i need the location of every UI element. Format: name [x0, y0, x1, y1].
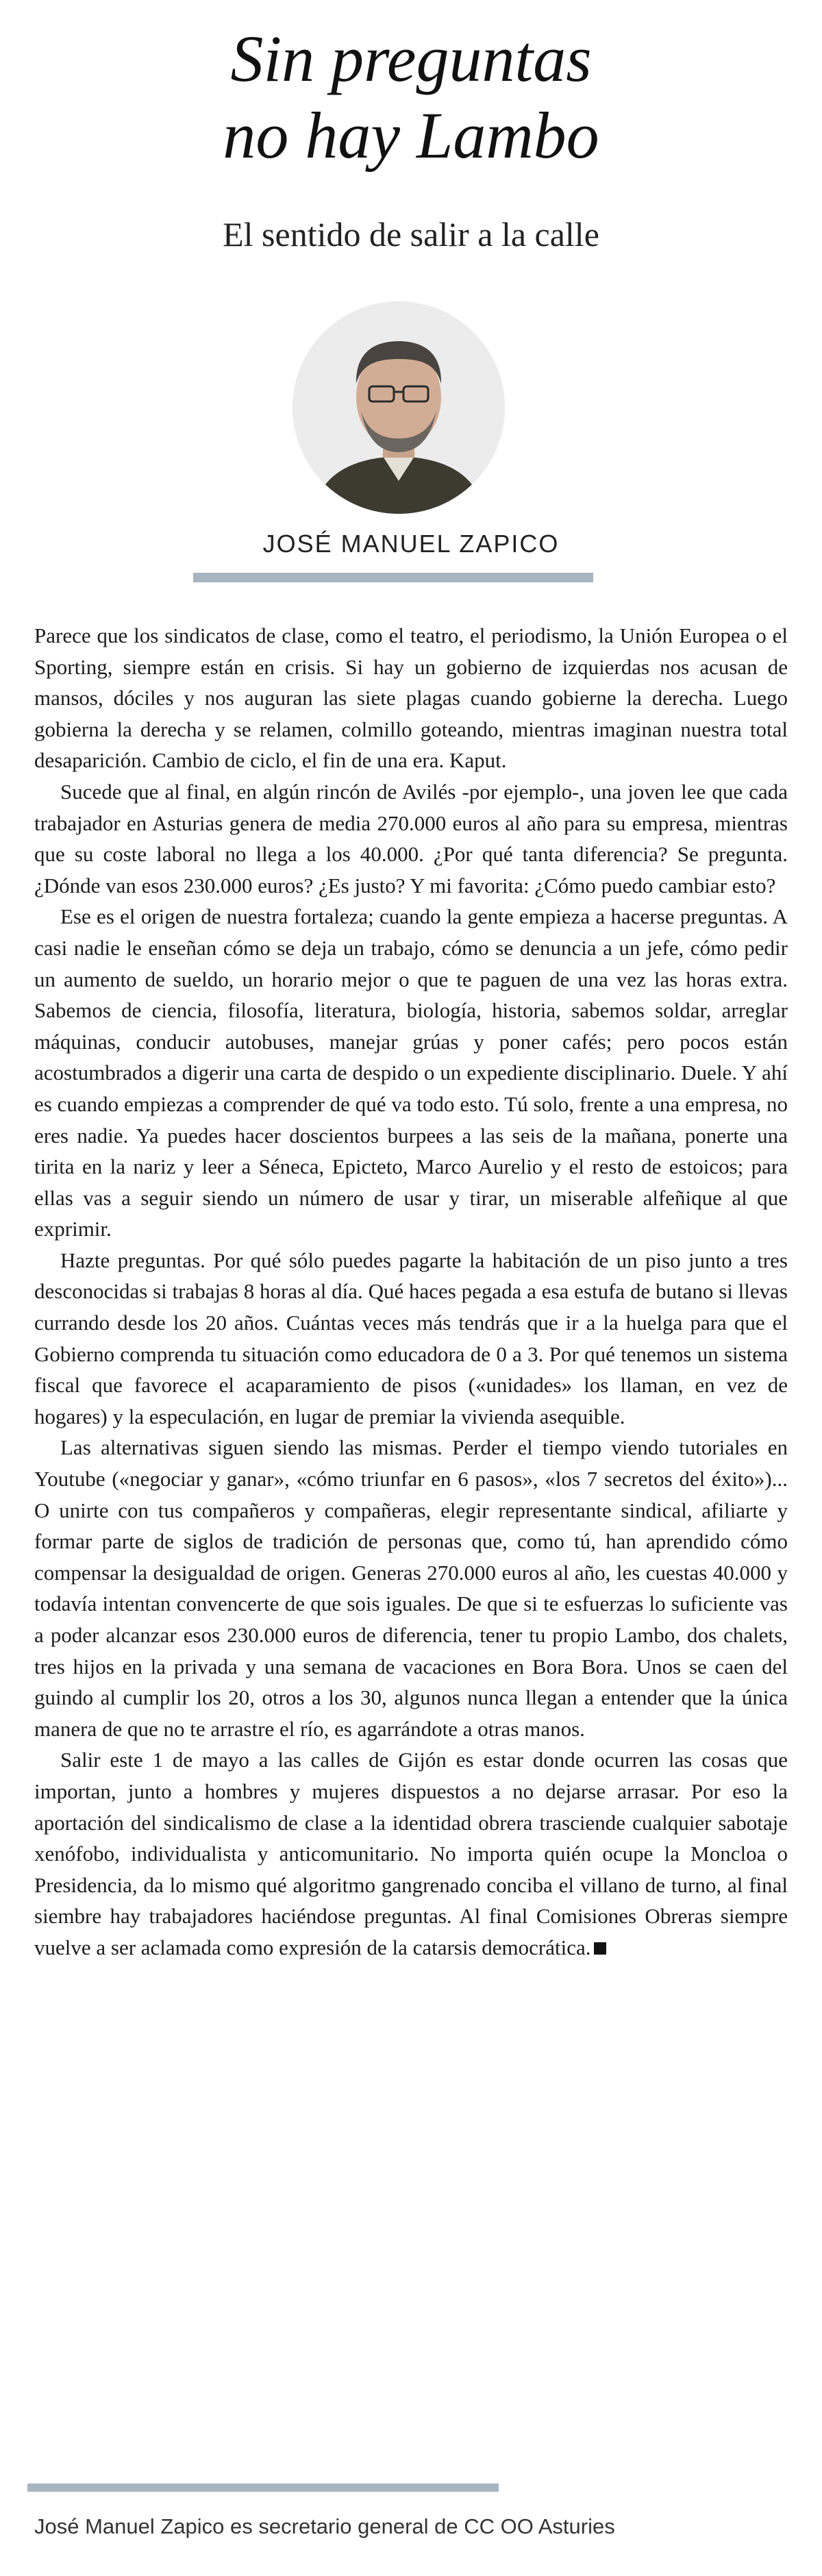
byline-divider [193, 573, 593, 582]
paragraph-3: Ese es el origen de nuestra fortaleza; cuando la gente empieza a hacerse preguntas. A casi nadie le enseñan cómo se deja un trabajo, cómo se denuncia a un jefe, cómo pedir un aumento de sueldo, un horario mejor o que te paguen de una vez las horas extra. Sabemos de ciencia, filosofía, literatura, biología, historia, sabemos soldar, arreglar máquinas, conducir autobuses, manejar grúas y poner cafés; pero pocos están acostumbrados a digerir una carta de despido o un expediente disciplinario. Duele. Y ahí es cuando empiezas a comprender de qué va todo esto. Tú solo, frente a una empresa, no eres nadie. Ya puedes hacer doscientos burpees a las seis de la mañana, ponerte una tirita en la nariz y leer a Séneca, Epicteto, Marco Aurelio y el resto de estoicos; para ellas vas a seguir siendo un número de usar y tirar, un miserable alfeñique al que exprimir. [34, 904, 788, 1241]
paragraph-4: Hazte preguntas. Por qué sólo puedes pagarte la habitación de un piso junto a tres desconocidas si trabajas 8 horas al día. Qué haces pegada a esa estufa de butano si llevas currando desde los 20 años. Cuántas veces más tendrás que ir a la huelga para que el Gobierno comprenda tu situación como educadora de 0 a 3. Por qué tenemos un sistema fiscal que favorece el acaparamiento de pisos («unidades» los llaman, en vez de hogares) y la especulación, en lugar de premiar la vivienda asequible. [34, 1248, 788, 1428]
author-byline: JOSÉ MANUEL ZAPICO [262, 530, 560, 558]
paragraph-5: Las alternativas siguen siendo las mismas. Perder el tiempo viendo tutoriales en Youtube («negociar y ganar», «cómo triunfar en 6 pasos», «los 7 secretos del éxito»)... O unirte con tus compañeros y compañeras, elegir representante sindical, afiliarte y formar parte de siglos de tradición de personas que, como tú, han aprendido cómo compensar la desigualdad de origen. Generas 270.000 euros al año, les cuestas 40.000 y todavía intentan convencerte de que sois iguales. De que si te esfuerzas lo suficiente vas a poder alcanzar esos 230.000 euros de diferencia, tener tu propio Lambo, dos chalets, tres hijos en la privada y una semana de vacaciones en Bora Bora. Unos se caen del guindo al cumplir los 20, otros a los 30, algunos nunca llegan a entender que la única manera de que no te arrastre el río, es agarrándote a otras manos. [34, 1435, 788, 1741]
end-of-article-mark [594, 1942, 606, 1955]
headline [0, 21, 822, 174]
headline-line-2: no hay Lambo [223, 99, 599, 172]
author-photo [292, 301, 505, 514]
headline-line-1: Sin preguntas [230, 22, 592, 95]
author-photo-illustration [292, 301, 505, 514]
paragraph-6-text: Salir este 1 de mayo a las calles de Gijón es estar donde ocurren las cosas que importan, junto a hombres y mujeres dispuestos a no dejarse arrasar. Por eso la aportación del sindicalismo de clase a la identidad obrera trasciende cualquier sabotaje xenófobo, individualista y anticomunitario. No importa quién ocupe la Moncloa o Presidencia, da lo mismo qué algoritmo gangrenado conciba el villano de turno, al final siembre hay trabajadores haciéndose preguntas. Al final Comisiones Obreras siempre vuelve a ser aclamada como expresión de la catarsis democrática. [34, 1748, 788, 1959]
paragraph-1: Parece que los sindicatos de clase, como el teatro, el periodismo, la Unión Europea o el Sporting, siempre están en crisis. Si hay un gobierno de izquierdas nos acusan de mansos, dóciles y nos auguran las siete plagas cuando gobierne la derecha. Luego gobierna la derecha y se relamen, colmillo goteando, mientras imaginan nuestra total desaparición. Cambio de ciclo, el fin de una era. Kaput. [34, 623, 788, 773]
footer-divider [27, 2484, 499, 2492]
author-bio-note: José Manuel Zapico es secretario general de CC OO Asturies [34, 2514, 615, 2538]
paragraph-2: Sucede que al final, en algún rincón de Avilés -por ejemplo-, una joven lee que cada trabajador en Asturias genera de media 270.000 euros al año para su empresa, mientras que su coste laboral no llega a los 40.000. ¿Por qué tanta diferencia? Se pregunta. ¿Dónde van esos 230.000 euros? ¿Es justo? Y mi favorita: ¿Cómo puedo cambiar esto? [34, 779, 788, 897]
paragraph-6 [34, 1744, 788, 1963]
subtitle: El sentido de salir a la calle [223, 215, 599, 253]
article-body [34, 620, 788, 1964]
